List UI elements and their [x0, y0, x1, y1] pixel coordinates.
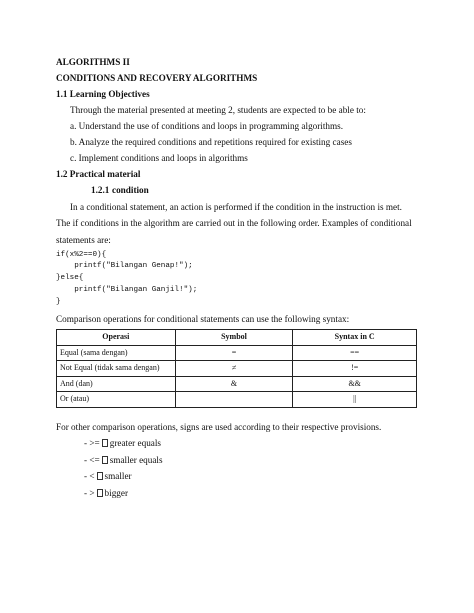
operator-text: - <= [84, 455, 100, 465]
operator-text: - < [84, 471, 95, 481]
paragraph-line: In a conditional statement, an action is performed if the condition in the instruction is met. [70, 202, 402, 212]
objective-item: a. Understand the use of conditions and loops in programming algorithms. [70, 121, 344, 131]
column-header-syntax: Syntax in C [293, 330, 417, 346]
operator-text: - > [84, 488, 95, 498]
list-item [84, 437, 161, 449]
table-cell: = [175, 345, 293, 361]
table-cell [175, 392, 293, 408]
subsection-title: condition [112, 185, 149, 195]
paragraph-line: The if conditions in the algorithm are carried out in the following order. Examples of conditional [56, 218, 412, 228]
missing-glyph-box-icon [97, 472, 103, 480]
code-line: printf("Bilangan Genap!"); [56, 262, 193, 270]
operator-label: bigger [104, 488, 129, 498]
table-intro: Comparison operations for conditional statements can use the following syntax: [56, 314, 350, 324]
missing-glyph-box-icon [102, 456, 108, 464]
code-line: } [56, 298, 61, 306]
table-cell: Equal (sama dengan) [57, 345, 176, 361]
document-subtitle: CONDITIONS AND RECOVERY ALGORITHMS [56, 73, 258, 83]
table-row [57, 361, 417, 377]
table-cell: ≠ [175, 361, 293, 377]
missing-glyph-box-icon [97, 489, 103, 497]
comparison-operations-table [56, 329, 417, 408]
operator-label: smaller equals [109, 455, 163, 465]
table-cell: & [175, 376, 293, 392]
other-operations-intro: For other comparison operations, signs are used according to their respective provisions. [56, 422, 382, 432]
column-header-operasi: Operasi [57, 330, 176, 346]
table-cell: Or (atau) [57, 392, 176, 408]
missing-glyph-box-icon [102, 439, 108, 447]
section-heading-practical-material: 1.2 Practical material [56, 169, 141, 179]
document-title: ALGORITHMS II [56, 57, 130, 67]
objective-item: b. Analyze the required conditions and repetitions required for existing cases [70, 137, 352, 147]
section-heading-learning-objectives: 1.1 Learning Objectives [56, 89, 150, 99]
table-header-row [57, 330, 417, 346]
subsection-number: 1.2.1 [91, 185, 110, 195]
list-item [84, 487, 128, 499]
table-cell: And (dan) [57, 376, 176, 392]
list-item [84, 470, 132, 482]
column-header-symbol: Symbol [175, 330, 293, 346]
table-cell: Not Equal (tidak sama dengan) [57, 361, 176, 377]
operator-text: - >= [84, 438, 100, 448]
operator-label: greater equals [109, 438, 162, 448]
table-row [57, 376, 417, 392]
table-row [57, 392, 417, 408]
objectives-intro: Through the material presented at meeting 2, students are expected to be able to: [70, 105, 366, 115]
paragraph-line: statements are: [56, 235, 111, 245]
table-cell: != [293, 361, 417, 377]
code-line: }else{ [56, 274, 84, 282]
code-line: if(x%2==0){ [56, 251, 107, 259]
objective-item: c. Implement conditions and loops in algorithms [70, 153, 248, 163]
code-line: printf("Bilangan Ganjil!"); [56, 286, 198, 294]
table-cell: || [293, 392, 417, 408]
table-cell: == [293, 345, 417, 361]
table-cell: && [293, 376, 417, 392]
list-item [84, 454, 163, 466]
table-row [57, 345, 417, 361]
operator-label: smaller [104, 471, 132, 481]
